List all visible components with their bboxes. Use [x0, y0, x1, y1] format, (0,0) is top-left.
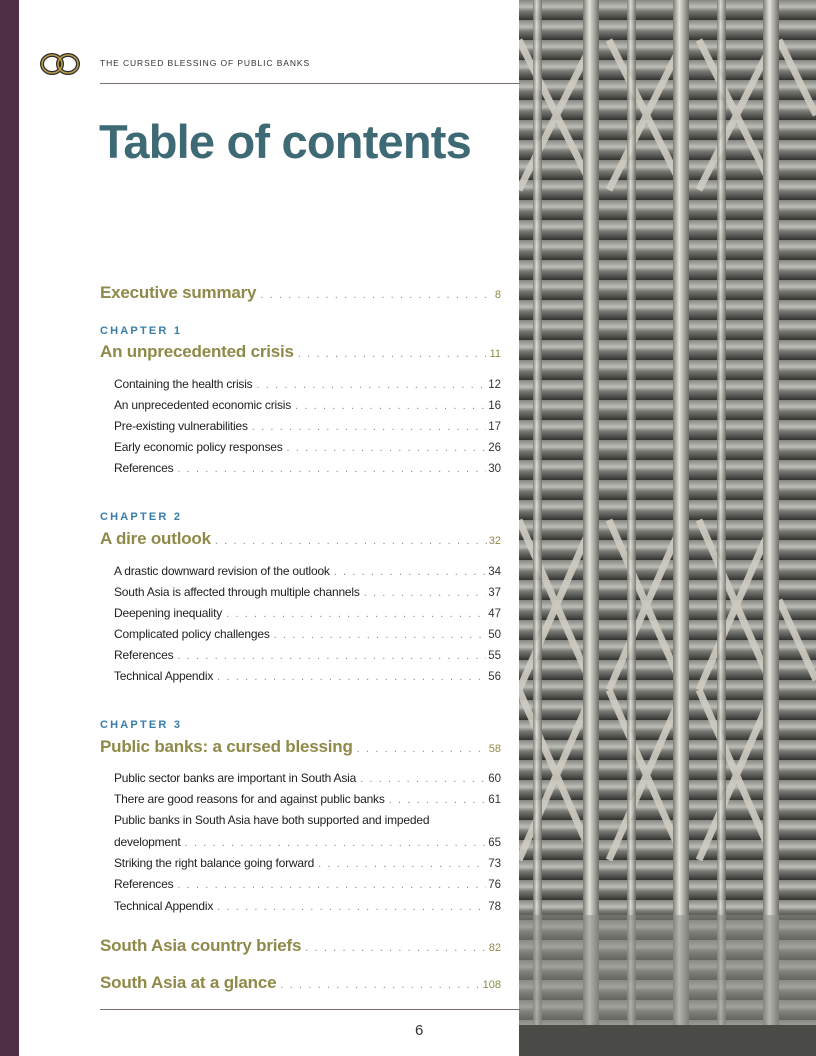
dot-leader — [295, 400, 486, 412]
toc-subentry[interactable]: Containing the health crisis . . . 12 — [114, 377, 501, 391]
toc-subentry[interactable]: Technical Appendix . . . 56 — [114, 669, 501, 683]
toc-subentry[interactable]: References . . . 76 — [114, 877, 501, 891]
running-head: THE CURSED BLESSING OF PUBLIC BANKS — [100, 58, 311, 68]
toc-subentry[interactable]: South Asia is affected through multiple channels . . . 37 — [114, 585, 501, 599]
toc-subentry[interactable]: Complicated policy challenges . . . 50 — [114, 627, 501, 641]
toc-subentry[interactable]: Pre-existing vulnerabilities . . . 17 — [114, 419, 501, 433]
toc-subentry[interactable]: Deepening inequality . . . 47 — [114, 606, 501, 620]
dot-leader — [364, 587, 487, 599]
cover-photo-rolling-shutter — [519, 0, 816, 1056]
toc-entry-chapter-2[interactable]: A dire outlook . . . 32 — [100, 529, 501, 549]
dot-leader — [334, 566, 486, 578]
toc-subentry[interactable]: References . . . 30 — [114, 461, 501, 475]
side-color-strip — [0, 0, 19, 1056]
toc-subentry-line[interactable]: Public banks in South Asia have both supported and impeded — [114, 813, 430, 827]
dot-leader — [389, 794, 487, 806]
dot-leader — [256, 379, 486, 391]
dot-leader — [252, 421, 486, 433]
dot-leader — [305, 942, 487, 954]
dot-leader — [177, 463, 486, 475]
page-number: 6 — [415, 1022, 424, 1039]
toc-subentry[interactable]: Early economic policy responses . . . 26 — [114, 440, 501, 454]
toc-entry-executive-summary[interactable]: Executive summary . . . 8 — [100, 283, 501, 303]
chapter-1-label: CHAPTER 1 — [100, 325, 183, 337]
header-divider — [100, 83, 520, 84]
dot-leader — [185, 837, 487, 849]
dot-leader — [215, 535, 487, 547]
toc-subentry[interactable]: An unprecedented economic crisis . . . 16 — [114, 398, 501, 412]
shutter-image — [519, 0, 816, 1056]
dot-leader — [217, 671, 486, 683]
dot-leader — [298, 348, 488, 360]
chapter-3-label: CHAPTER 3 — [100, 719, 183, 731]
toc-subentry[interactable]: A drastic downward revision of the outlook . . . 34 — [114, 564, 501, 578]
toc-subentry[interactable]: Technical Appendix . . . 78 — [114, 899, 501, 913]
toc-entry-country-briefs[interactable]: South Asia country briefs . . . 82 — [100, 936, 501, 956]
dot-leader — [360, 773, 486, 785]
dot-leader — [274, 629, 487, 641]
toc-subentry[interactable]: Public sector banks are important in South Asia . . . 60 — [114, 771, 501, 785]
toc-entry-chapter-1[interactable]: An unprecedented crisis . . . 11 — [100, 342, 501, 362]
toc-entry-at-a-glance[interactable]: South Asia at a glance . . . 108 — [100, 973, 501, 993]
dot-leader — [226, 608, 486, 620]
dot-leader — [177, 879, 486, 891]
dot-leader — [280, 979, 480, 991]
toc-subentry[interactable]: development . . . 65 — [114, 835, 501, 849]
toc-subentry[interactable]: There are good reasons for and against public banks . . . 61 — [114, 792, 501, 806]
dot-leader — [318, 858, 486, 870]
toc-entry-chapter-3[interactable]: Public banks: a cursed blessing . . . 58 — [100, 737, 501, 757]
footer-divider — [100, 1009, 520, 1010]
toc-subentry[interactable]: Striking the right balance going forward . . . 73 — [114, 856, 501, 870]
dot-leader — [217, 901, 486, 913]
infinity-loop-logo-icon — [40, 52, 80, 76]
dot-leader — [357, 743, 487, 755]
dot-leader — [287, 442, 487, 454]
chapter-2-label: CHAPTER 2 — [100, 511, 183, 523]
dot-leader — [260, 289, 493, 301]
page-title: Table of contents — [99, 115, 471, 168]
toc-subentry[interactable]: References . . . 55 — [114, 648, 501, 662]
dot-leader — [177, 650, 486, 662]
